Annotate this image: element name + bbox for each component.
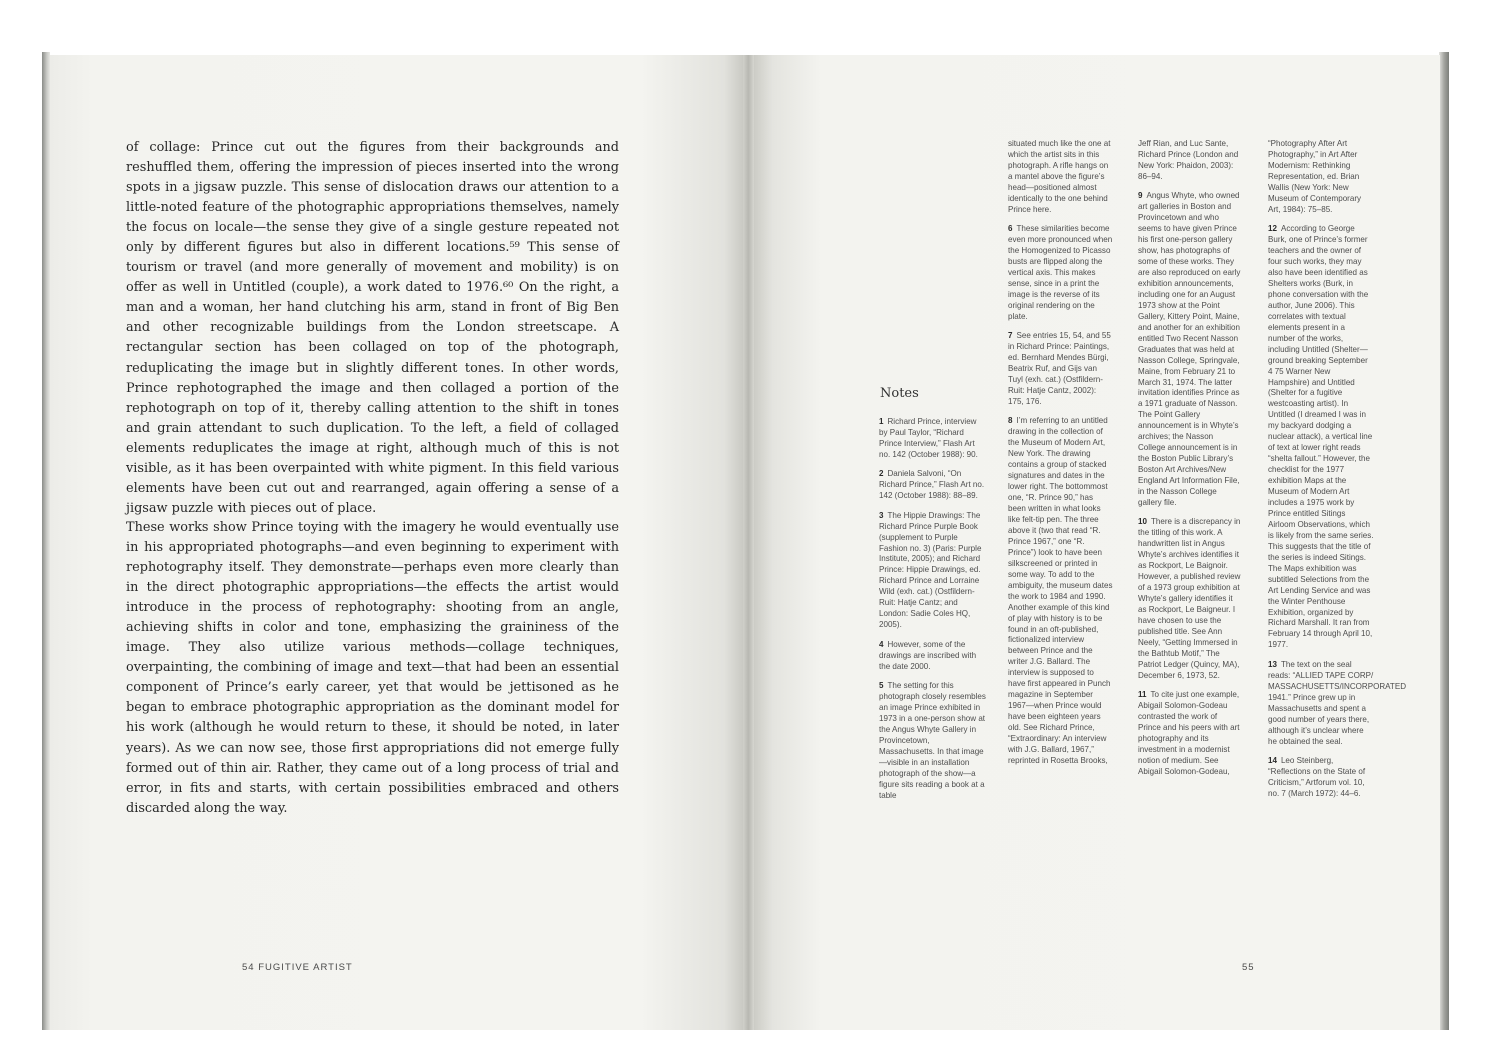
footnote-text: Leo Steinberg, “Reflections on the State of Criticism,” Artforum vol. 10, no. 7 (March 1972): 44–6. [1268, 755, 1366, 798]
footnote-text: There is a discrepancy in the titling of this work. A handwritten list in Angus Whyte’s archives identifies it as Rockport, Le Baignoir. However, a published review of a 1973 group exhibition at Whyte’s gallery identifies it as Rockport, Le Baigneur. I have chosen to use the published title. See Ann Neely, “Getting Immersed in the Bathtub Motif,” The Patriot Ledger (Quincy, MA), December 6, 1973, 52. [1138, 517, 1241, 680]
paragraph-text: of collage: Prince cut out the figures from their backgrounds and reshuffled them, offering the impression of pieces inserted into the wrong spots in a jigsaw puzzle. This sense of dislocation draws our attention to a little-noted feature of the photographic appropriations themselves, namely the focus on locale—the sense they give of a single gesture repeated not only by different figures but also in different locations.⁵⁹ This sense of tourism or travel (and more generally of movement and mobility) is on offer as well in Untitled (couple), a work dated to 1976.⁶⁰ On the right, a man and a woman, her hand clutching his arm, stand in front of Big Ben and other recognizable buildings from the London streetscape. A rectangular section has been collaged on top of the photograph, reduplicating the image but in slightly different tones. In other words, Prince rephotographed the image and then collaged a portion of the rephotograph on top of it, thereby calling attention to the shift in tones and grain attendant to such duplication. To the left, a field of collaged elements reduplicates the image at right, although much of this is not visible, as it has been overpainted with white pigment. In this field various elements have been cut out and rearranged, again offering a sense of a jigsaw puzzle with pieces out of place. [126, 140, 619, 516]
footnote-text: Angus Whyte, who owned art galleries in Boston and Provincetown and who seems to have given Prince his first one-person gallery show, has photographs of some of these works. They are also reproduced on early exhibition announcements, including one for an August 1973 show at the Point Gallery, Kittery Point, Maine, and another for an exhibition entitled Two Recent Nasson Graduates that was held at Nasson College, Springvale, Maine, from February 21 to March 31, 1974. The latter invitation identifies Prince as a 1971 graduate of Nasson. The Point Gallery announcement is in Whyte’s archives; the Nasson College announcement is in the Boston Public Library’s Boston Art Archives/New England Art Information File, in the Nasson College gallery file. [1138, 191, 1241, 507]
footnote-entry [1138, 690, 1242, 778]
footnote-entry [879, 640, 987, 673]
footnote-number: 12 [1268, 224, 1277, 234]
footnote-number: 11 [1138, 690, 1147, 700]
footnote-text: See entries 15, 54, and 55 in Richard Prince: Paintings, ed. Bernhard Mendes Bürgi, Beatrix Ruf, and Gijs van Tuyl (exh. cat.) (Ostfildern-Ruit: Hatje Cantz, 2002): 175, 176. [1008, 331, 1111, 406]
footnote-number: 1 [879, 417, 884, 426]
footnote-entry [1008, 416, 1113, 767]
footnote-entry [1268, 756, 1374, 800]
footnote-number: 5 [879, 681, 884, 691]
footnote-text: These similarities become even more pronounced when the Homogenized to Picasso busts are flipped along the vertical axis. This makes sense, since in a print the image is the reverse of its original rendering on the plate. [1008, 224, 1113, 321]
body-paragraph-1 [126, 138, 619, 519]
footnote-text: “Photography After Art Photography,” in Art After Modernism: Rethinking Representation, ed. Brian Wallis (New York: New Museum of Contemporary Art, 1984): 75–85. [1268, 139, 1362, 214]
footnote-text: situated much like the one at which the artist sits in this photograph. A rifle hangs on a mantel above the figure’s head—positioned almost identically to the one behind Prince here. [1008, 139, 1111, 214]
footnote-number: 7 [1008, 331, 1013, 341]
footnote-text: However, some of the drawings are inscribed with the date 2000. [879, 639, 977, 671]
footnote-entry [1268, 139, 1374, 216]
footnote-entry [879, 511, 987, 631]
footnote-number: 3 [879, 510, 884, 520]
footnote-text: The Hippie Drawings: The Richard Prince Purple Book (supplement to Purple Fashion no. 3) (Paris: Purple Institute, 2005); and Richard Prince: Hippie Drawings, ed. Richard Prince and Lorraine Wild (exh. cat.) (Ostfildern-Ruit: Hatje Cantz; and London: Sadie Coles HQ, 2005). [879, 510, 982, 630]
footnote-entry [1008, 331, 1113, 408]
footnote-number: 9 [1138, 191, 1143, 201]
footnote-entry [1008, 224, 1113, 323]
footnote-entry [1008, 139, 1113, 216]
book-gutter [743, 55, 754, 1030]
footnote-number: 8 [1008, 416, 1013, 426]
footnote-entry [1138, 517, 1242, 681]
notes-column-1 [879, 417, 987, 810]
footnote-entry [879, 681, 987, 801]
body-paragraph-2 [126, 518, 619, 819]
footnote-number: 10 [1138, 517, 1147, 527]
notes-heading: Notes [880, 386, 919, 401]
book-page-edges-left [42, 52, 50, 1030]
footnote-number: 6 [1008, 224, 1013, 234]
footnote-entry [1138, 139, 1242, 183]
footnote-text: The setting for this photograph closely resembles an image Prince exhibited in 1973 in a one-person show at the Angus Whyte Gallery in Provincetown, Massachusetts. In that image—visible in an installation photograph of the show—a figure sits reading a book at a table [879, 681, 986, 800]
book-page-edges-right [1439, 52, 1449, 1030]
notes-column-4 [1268, 139, 1407, 808]
footnote-entry [1138, 191, 1242, 509]
footnote-text: To cite just one example, Abigail Solomon-Godeau contrasted the work of Prince and his peers with art photography and its investment in a modernist notion of medium. See Abigail Solomon-Godeau, [1138, 690, 1240, 776]
footnote-number: 13 [1268, 659, 1277, 669]
footnote-text: According to George Burk, one of Prince’s former teachers and the owner of four such works, they may also have been identified as Shelters works (Burk, in phone conversation with the author, June 2006). This correlates with textual elements present in a number of the works, including Untitled (Shelter—ground breaking September 4 75 Warner New Hampshire) and Untitled (Shelter for a fugitive westcoasting artist). In Untitled (I dreamed I was in my backyard dodging a nuclear attack), a vertical line of text at lower right reads “shelta fallout.” However, the checklist for the 1977 exhibition Maps at the Museum of Modern Art includes a 1975 work by Prince entitled Sitings Airloom Observations, which is likely from the same series. This suggests that the title of the series is indeed Sitings. The Maps exhibition was subtitled Selections from the Art Lending Service and was the Winter Penthouse Exhibition, organized by Richard Marshall. It ran from February 14 through April 10, 1977. [1268, 224, 1374, 650]
notes-column-2 [1008, 139, 1113, 775]
footnote-text: The text on the seal reads: “ALLIED TAPE CORP/ MASSACHUSETTS/INCORPORATED 1941.” Prince grew up in Massachusetts and spent a good number of years there, although it’s unclear where he obtained the seal. [1268, 659, 1407, 746]
footnote-entry [879, 417, 987, 461]
footnote-text: Jeff Rian, and Luc Sante, Richard Prince (London and New York: Phaidon, 2003): 86–94. [1138, 139, 1239, 181]
footnote-text: Daniela Salvoni, “On Richard Prince,” Flash Art no. 142 (October 1988): 88–89. [879, 469, 985, 501]
footnote-text: Richard Prince, interview by Paul Taylor, “Richard Prince Interview,” Flash Art no. 142 (October 1988): 90. [879, 417, 978, 459]
left-page-footer: 54 FUGITIVE ARTIST [242, 962, 353, 973]
notes-column-3 [1138, 139, 1242, 786]
footnote-number: 2 [879, 469, 884, 479]
footnote-entry [879, 469, 987, 502]
footnote-number: 4 [879, 639, 884, 649]
paragraph-text: These works show Prince toying with the imagery he would eventually use in his appropriated photographs—and even beginning to experiment with rephotography itself. They demonstrate—perhaps even more clearly than in the direct photographic appropriations—the effects the artist would introduce in the process of rephotography: shooting from an angle, achieving shifts in color and tone, emphasizing the graininess of the image. They also utilize various methods—collage techniques, overpainting, the combining of image and text—that had been an essential component of Prince’s early career, yet that would be jettisoned as he began to embrace photographic appropriation as the dominant model for his work (although he would return to these, it should be noted, in later years). As we can now see, those first appropriations did not emerge fully formed out of thin air. Rather, they came out of a long process of trial and error, in fits and starts, with certain possibilities embraced and others discarded along the way. [126, 520, 619, 816]
footnote-number: 14 [1268, 755, 1277, 765]
right-page-number: 55 [1242, 962, 1255, 973]
footnote-text: I’m referring to an untitled drawing in the collection of the Museum of Modern Art, New York. The drawing contains a group of stacked signatures and dates in the lower right. The bottommost one, “R. Prince 90,” has been written in what looks like felt-tip pen. The three above it (two that read “R. Prince 1967,” one “R. Prince”) look to have been silkscreened or printed in some way. To add to the ambiguity, the museum dates the work to 1984 and 1990. Another example of this kind of play with history is to be found in an oft-published, fictionalized interview between Prince and the writer J.G. Ballard. The interview is supposed to have first appeared in Punch magazine in September 1967—when Prince would have been eighteen years old. See Richard Prince, “Extraordinary: An interview with J.G. Ballard, 1967,” reprinted in Rosetta Brooks, [1008, 416, 1113, 765]
footnote-entry [1268, 659, 1407, 748]
footnote-entry [1268, 224, 1374, 651]
